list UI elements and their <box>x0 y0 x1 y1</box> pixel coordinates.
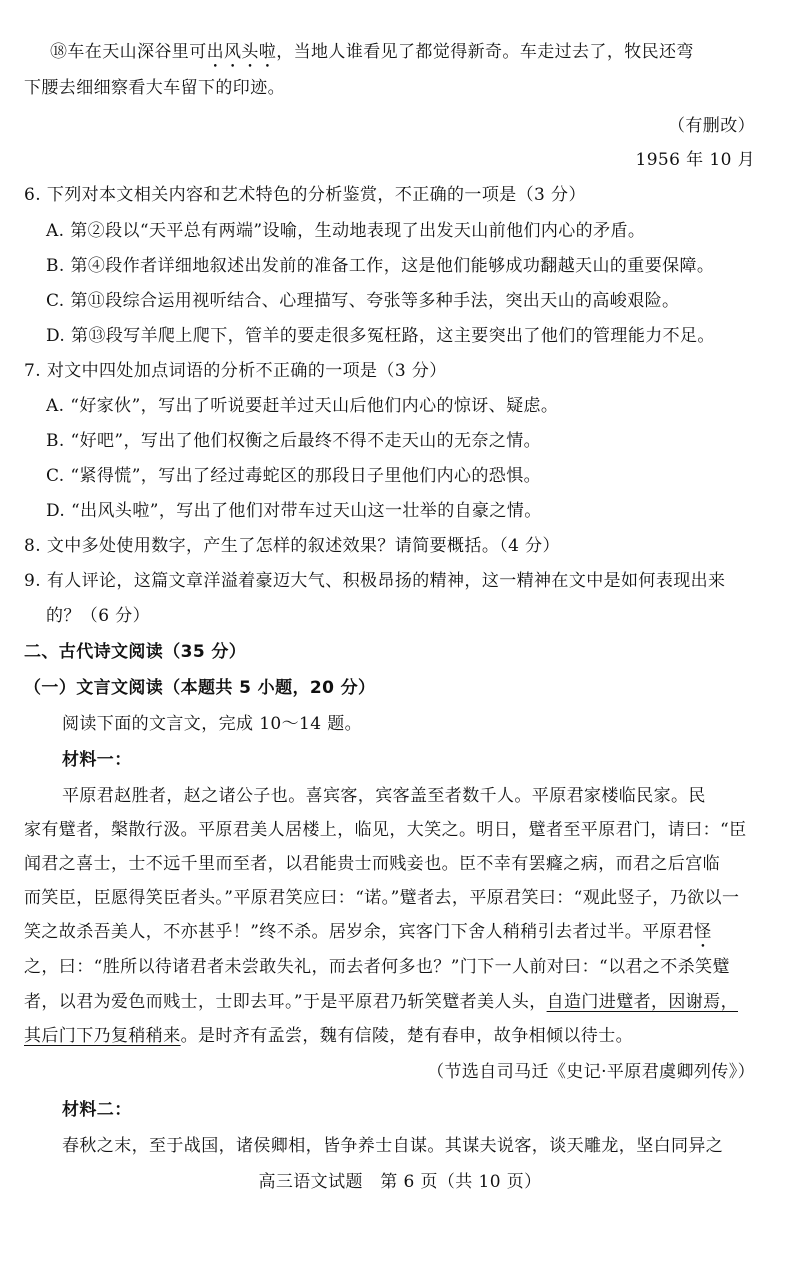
material-1-line-1: 平原君赵胜者，赵之诸公子也。喜宾客，宾客盖至者数千人。平原君家楼临民家。民 <box>62 786 706 806</box>
question-6-option-a: A. 第②段以“天平总有两端”设喻，生动地表现了出发天山前他们内心的矛盾。 <box>46 221 646 241</box>
material-1-source: （节选自司马迁《史记·平原君虞卿列传》） <box>427 1062 755 1082</box>
underlined-sentence-end: 其后门下乃复稍稍来 <box>24 1026 181 1046</box>
page-footer: 高三语文试题 第 6 页（共 10 页） <box>258 1172 542 1192</box>
question-7-stem: 7. 对文中四处加点词语的分析不正确的一项是（3 分） <box>24 361 447 381</box>
material-1-line-3: 闻君之喜士，士不远千里而至者，以君能贵士而贱妾也。臣不幸有罢癃之病，而君之后宫临 <box>24 854 720 874</box>
material-2-label: 材料二： <box>62 1100 132 1120</box>
question-6-option-d: D. 第⑬段写羊爬上爬下，管羊的要走很多冤枉路，这主要突出了他们的管理能力不足。 <box>46 326 715 346</box>
material-1-line-8: 其后门下乃复稍稍来。是时齐有孟尝，魏有信陵，楚有春申，故争相倾以待士。 <box>24 1026 634 1046</box>
material-1-line-2: 家有躄者，槃散行汲。平原君美人居楼上，临见，大笑之。明日，躄者至平原君门，请曰：“臣 <box>24 820 747 840</box>
material-1-line-4: 而笑臣，臣愿得笑臣者头。”平原君笑应曰：“诺。”躄者去，平原君笑曰：“观此竖子，乃欲以一 <box>24 888 740 908</box>
passage-date: 1956 年 10 月 <box>635 150 755 170</box>
section-2-title: 二、古代诗文阅读（35 分） <box>24 642 247 662</box>
subsection-1-title: （一）文言文阅读（本题共 5 小题，20 分） <box>24 678 376 698</box>
material-1-line-5: 笑之故杀吾美人，不亦甚乎！”终不杀。居岁余，宾客门下舍人稍稍引去者过半。平原君怪 <box>24 922 712 942</box>
underlined-sentence: 自造门进躄者，因谢焉， <box>546 992 738 1012</box>
passage-end-line-2: 下腰去细细察看大车留下的印迹。 <box>24 78 285 98</box>
question-6-stem: 6. 下列对本文相关内容和艺术特色的分析鉴赏，不正确的一项是（3 分） <box>24 185 586 205</box>
dotted-phrase: 出风头啦 <box>206 42 277 62</box>
reading-instruction: 阅读下面的文言文，完成 10～14 题。 <box>62 714 363 734</box>
passage-end-line-1: ⑱车在天山深谷里可出风头啦，当地人谁看见了都觉得新奇。车走过去了，牧民还弯 <box>50 42 694 62</box>
question-7-option-a: A. “好家伙”，写出了听说要赶羊过天山后他们内心的惊讶、疑虑。 <box>46 396 559 416</box>
question-6-option-c: C. 第⑪段综合运用视听结合、心理描写、夸张等多种手法，突出天山的高峻艰险。 <box>46 291 680 311</box>
dotted-word: 怪 <box>694 922 712 942</box>
material-2-line-1: 春秋之末，至于战国，诸侯卿相，皆争养士自谋。其谋夫说客，谈天雕龙，坚白同异之 <box>62 1136 724 1156</box>
question-6-option-b: B. 第④段作者详细地叙述出发前的准备工作，这是他们能够成功翻越天山的重要保障。 <box>46 256 715 276</box>
question-9-line-1: 9. 有人评论，这篇文章洋溢着豪迈大气、积极昂扬的精神，这一精神在文中是如何表现出来 <box>24 571 726 591</box>
material-1-line-7: 者，以君为爱色而贱士，士即去耳。”于是平原君乃斩笑躄者美人头，自造门进躄者，因谢焉， <box>24 992 738 1012</box>
material-1-line-6: 之，曰：“胜所以待诸君者未尝敢失礼，而去者何多也？”门下一人前对曰：“以君之不杀笑躄 <box>24 957 730 977</box>
question-7-option-c: C. “紧得慌”，写出了经过毒蛇区的那段日子里他们内心的恐惧。 <box>46 466 541 486</box>
question-9-line-2: 的？（6 分） <box>46 606 151 626</box>
material-1-label: 材料一： <box>62 750 132 770</box>
question-7-option-d: D. “出风头啦”，写出了他们对带车过天山这一壮举的自豪之情。 <box>46 501 542 521</box>
source-note: （有删改） <box>668 116 755 136</box>
question-7-option-b: B. “好吧”，写出了他们权衡之后最终不得不走天山的无奈之情。 <box>46 431 542 451</box>
question-8: 8. 文中多处使用数字，产生了怎样的叙述效果？请简要概括。（4 分） <box>24 536 560 556</box>
